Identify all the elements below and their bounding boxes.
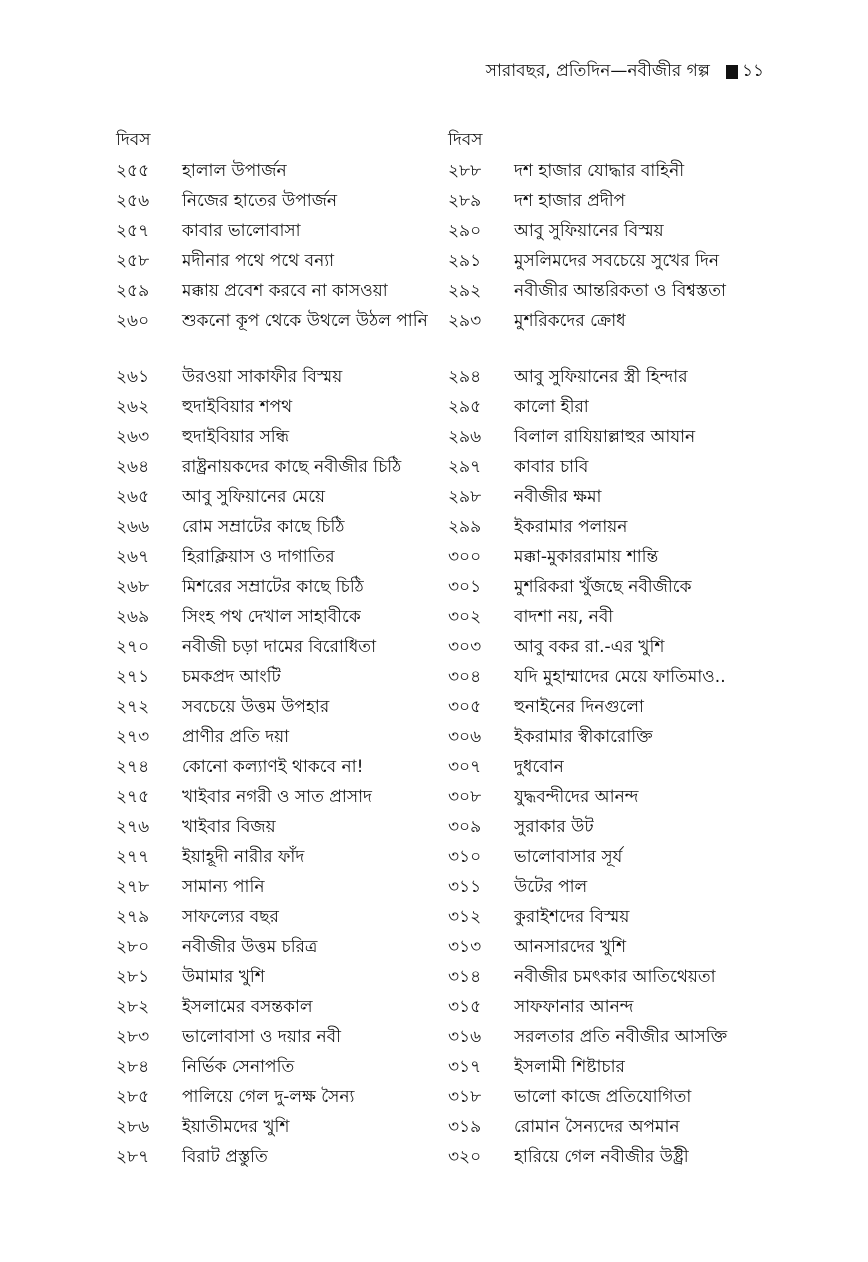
toc-entry [448,782,778,812]
toc-entry [116,362,436,392]
day-number: ২৯৬ [448,427,482,447]
toc-entry [448,842,778,872]
day-number: ২৮৩ [116,1027,150,1047]
toc-entry [116,1022,436,1052]
day-number: ৩০৭ [448,757,482,777]
entry-title: মক্কায় প্রবেশ করবে না কাসওয়া [182,281,388,301]
entry-title: মক্কা-মুকাররামায় শান্তি [514,547,659,567]
day-number: ৩০৪ [448,667,482,687]
toc-entry [116,842,436,872]
entry-title: শুকনো কূপ থেকে উথলে উঠল পানি [182,311,428,331]
day-number: ৩০২ [448,607,482,627]
day-number: ২৫৫ [116,161,150,181]
day-number: ৩১৬ [448,1027,482,1047]
toc-entry [448,662,778,692]
toc-entry [116,992,436,1022]
day-number: ২৫৮ [116,251,150,271]
toc-entry [116,246,436,276]
toc-entry [116,542,436,572]
day-number: ২৯১ [448,251,482,271]
toc-entry [116,306,436,362]
day-number: ৩১২ [448,907,482,927]
day-number: ২৭৫ [116,787,150,807]
day-number: ২৯৩ [448,311,482,331]
entry-title: হুদাইবিয়ার সন্ধি [182,427,290,447]
entry-title: বিলাল রাযিয়াল্লাহুর আযান [514,427,696,447]
column-heading: দিবস [116,130,151,150]
day-number: ২৮৭ [116,1147,150,1167]
day-number: ২৫৯ [116,281,150,301]
day-number: ২৬৬ [116,517,150,537]
entry-title: ইয়াহূদী নারীর ফাঁদ [182,847,305,867]
day-number: ২৮১ [116,967,150,987]
toc-entry [448,902,778,932]
entry-title: ইকরামার পলায়ন [514,517,628,537]
toc-entry [116,812,436,842]
entry-title: আবু সুফিয়ানের বিস্ময় [514,221,664,241]
day-number: ২৮৫ [116,1087,150,1107]
toc-right-column [448,128,778,1172]
toc-entry [448,1142,778,1172]
entry-title: ইসলামী শিষ্টাচার [514,1057,625,1077]
toc-entry [116,1112,436,1142]
entry-title: মুশরিকদের ক্রোধ [514,311,626,331]
toc-left-column [116,128,436,1172]
entry-title: হিরাক্লিয়াস ও দাগাতির [182,547,335,567]
day-number: ২৫৬ [116,191,150,211]
day-number: ২৯৪ [448,367,482,387]
day-number: ২৬৮ [116,577,150,597]
day-number: ৩১৯ [448,1117,482,1137]
toc-entry [448,1082,778,1112]
toc-entry [448,392,778,422]
day-number: ৩০৫ [448,697,482,717]
entry-title: দশ হাজার প্রদীপ [514,191,626,211]
day-number: ২৯৭ [448,457,482,477]
toc-entry [116,482,436,512]
entry-title: ইকরামার স্বীকারোক্তি [514,727,653,747]
toc-entry [116,872,436,902]
entry-title: রোম সম্রাটের কাছে চিঠি [182,517,345,537]
day-number: ২৭৭ [116,847,150,867]
day-number: ২৬৯ [116,607,150,627]
day-number: ২৮৮ [448,161,482,181]
day-number: ২৭১ [116,667,150,687]
day-number: ৩১৫ [448,997,482,1017]
toc-entry [116,422,436,452]
day-number: ২৬১ [116,367,150,387]
entry-title: যুদ্ধবন্দীদের আনন্দ [514,787,639,807]
day-number: ২৭৯ [116,907,150,927]
entry-title: হুনাইনের দিনগুলো [514,697,644,717]
entry-title: ভালোবাসা ও দয়ার নবী [182,1027,341,1047]
entry-title: সবচেয়ে উত্তম উপহার [182,697,330,717]
day-number: ৩০৩ [448,637,482,657]
toc-entry [448,216,778,246]
page-number: ১১ [741,61,764,81]
toc-entry [116,962,436,992]
toc-entry [448,932,778,962]
entry-title: সিংহ পথ দেখাল সাহাবীকে [182,607,361,627]
entry-title: দুধবোন [514,757,564,777]
entry-title: সাফফানার আনন্দ [514,997,634,1017]
toc-entry [116,156,436,186]
entry-title: সাফল্যের বছর [182,907,279,927]
day-number: ২৯৯ [448,517,482,537]
day-number: ২৯৮ [448,487,482,507]
entry-title: ভালো কাজে প্রতিযোগিতা [514,1087,692,1107]
toc-entry [116,392,436,422]
entry-title: উরওয়া সাকাফীর বিস্ময় [182,367,343,387]
toc-entry [448,752,778,782]
entry-title: সুরাকার উট [514,817,594,837]
toc-entry [116,602,436,632]
entry-title: যদি মুহাম্মাদের মেয়ে ফাতিমাও.. [514,667,726,687]
day-number: ২৬২ [116,397,150,417]
day-number: ২৯২ [448,281,482,301]
entry-title: আবু সুফিয়ানের মেয়ে [182,487,326,507]
entry-title: ইসলামের বসন্তকাল [182,997,313,1017]
entry-title: হুদাইবিয়ার শপথ [182,397,293,417]
toc-entry [448,602,778,632]
day-number: ৩০০ [448,547,482,567]
toc-entry [116,452,436,482]
entry-title: রাষ্ট্রনায়কদের কাছে নবীজীর চিঠি [182,457,402,477]
toc-entry [448,186,778,216]
toc-entry [448,452,778,482]
day-number: ২৯৫ [448,397,482,417]
day-number: ২৮৬ [116,1117,150,1137]
square-marker-icon [726,65,738,79]
day-number: ৩১১ [448,877,482,897]
day-number: ৩১৮ [448,1087,482,1107]
toc-entry [448,512,778,542]
day-number: ৩২০ [448,1147,482,1167]
entry-title: নবীজীর চমৎকার আতিথেয়তা [514,967,716,987]
toc-entry [448,1112,778,1142]
entry-title: খাইবার বিজয় [182,817,276,837]
entry-title: হারিয়ে গেল নবীজীর উষ্ট্রী [514,1147,689,1167]
toc-entry [448,962,778,992]
day-number: ২৬৩ [116,427,150,447]
day-number: ২৯০ [448,221,482,241]
day-number: ২৮০ [116,937,150,957]
toc-entry [448,422,778,452]
toc-entry [448,992,778,1022]
entry-title: চমকপ্রদ আংটি [182,667,281,687]
toc-entry [116,722,436,752]
toc-entry [116,902,436,932]
toc-entry [448,812,778,842]
entry-title: মদীনার পথে পথে বন্যা [182,251,335,271]
toc-entry [116,782,436,812]
day-number: ২৭২ [116,697,150,717]
day-number: ৩১০ [448,847,482,867]
entry-title: পালিয়ে গেল দু-লক্ষ সৈন্য [182,1087,355,1107]
toc-entry [116,572,436,602]
day-number: ২৮২ [116,997,150,1017]
toc-entry [116,1082,436,1112]
toc-entry [448,722,778,752]
column-heading: দিবস [448,130,483,150]
toc-entry [116,512,436,542]
toc-entry [448,482,778,512]
toc-entry [448,156,778,186]
entry-title: ইয়াতীমদের খুশি [182,1117,290,1137]
day-number: ৩১৩ [448,937,482,957]
entry-title: নবীজী চড়া দামের বিরোধিতা [182,637,376,657]
running-header [486,58,764,86]
day-number: ২৭৬ [116,817,150,837]
entry-title: নির্ভিক সেনাপতি [182,1057,295,1077]
toc-left-list [116,156,436,1172]
day-number: ২৭৩ [116,727,150,747]
day-number: ২৬৪ [116,457,150,477]
entry-title: দশ হাজার যোদ্ধার বাহিনী [514,161,685,181]
entry-title: সামান্য পানি [182,877,265,897]
toc-entry [116,276,436,306]
toc-entry [448,1052,778,1082]
day-number: ২৭৮ [116,877,150,897]
entry-title: নবীজীর আন্তরিকতা ও বিশ্বস্ততা [514,281,726,301]
day-number: ২৬৭ [116,547,150,567]
entry-title: প্রাণীর প্রতি দয়া [182,727,290,747]
day-number: ২৭৪ [116,757,150,777]
day-number: ৩০৮ [448,787,482,807]
entry-title: কুরাইশদের বিস্ময় [514,907,630,927]
toc-entry [116,216,436,246]
toc-entry [448,1022,778,1052]
toc-entry [116,692,436,722]
entry-title: বিরাট প্রস্তুতি [182,1147,268,1167]
entry-title: বাদশা নয়, নবী [514,607,614,627]
running-title: সারাবছর, প্রতিদিন—নবীজীর গল্প [485,61,710,81]
toc-entry [448,572,778,602]
toc-entry [116,186,436,216]
toc-entry [448,306,778,362]
toc-entry [116,662,436,692]
day-number: ৩০৬ [448,727,482,747]
toc-entry [448,692,778,722]
day-number: ২৭০ [116,637,150,657]
entry-title: খাইবার নগরী ও সাত প্রাসাদ [182,787,372,807]
toc-entry [448,872,778,902]
entry-title: আবু বকর রা.-এর খুশি [514,637,665,657]
entry-title: নিজের হাতের উপার্জন [182,191,338,211]
day-number: ৩০১ [448,577,482,597]
entry-title: নবীজীর ক্ষমা [514,487,602,507]
entry-title: রোমান সৈন্যদের অপমান [514,1117,680,1137]
toc-entry [116,632,436,662]
entry-title: আবু সুফিয়ানের স্ত্রী হিন্দার [514,367,688,387]
entry-title: ভালোবাসার সূর্য [514,847,623,867]
day-number: ৩১৪ [448,967,482,987]
day-number: ৩১৭ [448,1057,482,1077]
day-number: ২৮৪ [116,1057,150,1077]
entry-title: কাবার চাবি [514,457,589,477]
day-number: ২৬৫ [116,487,150,507]
entry-title: কোনো কল্যাণই থাকবে না! [182,757,364,777]
entry-title: সরলতার প্রতি নবীজীর আসক্তি [514,1027,728,1047]
entry-title: মুশরিকরা খুঁজছে নবীজীকে [514,577,692,597]
day-number: ২৫৭ [116,221,150,241]
entry-title: উমামার খুশি [182,967,265,987]
toc-entry [448,276,778,306]
toc-entry [116,932,436,962]
day-number: ৩০৯ [448,817,482,837]
entry-title: নবীজীর উত্তম চরিত্র [182,937,318,957]
entry-title: উটের পাল [514,877,588,897]
toc-entry [116,1142,436,1172]
entry-title: হালাল উপার্জন [182,161,287,181]
toc-entry [448,362,778,392]
toc-right-list [448,156,778,1172]
toc-entry [448,542,778,572]
entry-title: মুসলিমদের সবচেয়ে সুখের দিন [514,251,720,271]
toc-entry [116,1052,436,1082]
toc-entry [448,246,778,276]
toc-entry [116,752,436,782]
day-number: ২৮৯ [448,191,482,211]
entry-title: কাবার ভালোবাসা [182,221,301,241]
entry-title: কালো হীরা [514,397,589,417]
entry-title: আনসারদের খুশি [514,937,627,957]
toc-entry [448,632,778,662]
entry-title: মিশরের সম্রাটের কাছে চিঠি [182,577,364,597]
day-number: ২৬০ [116,311,150,331]
